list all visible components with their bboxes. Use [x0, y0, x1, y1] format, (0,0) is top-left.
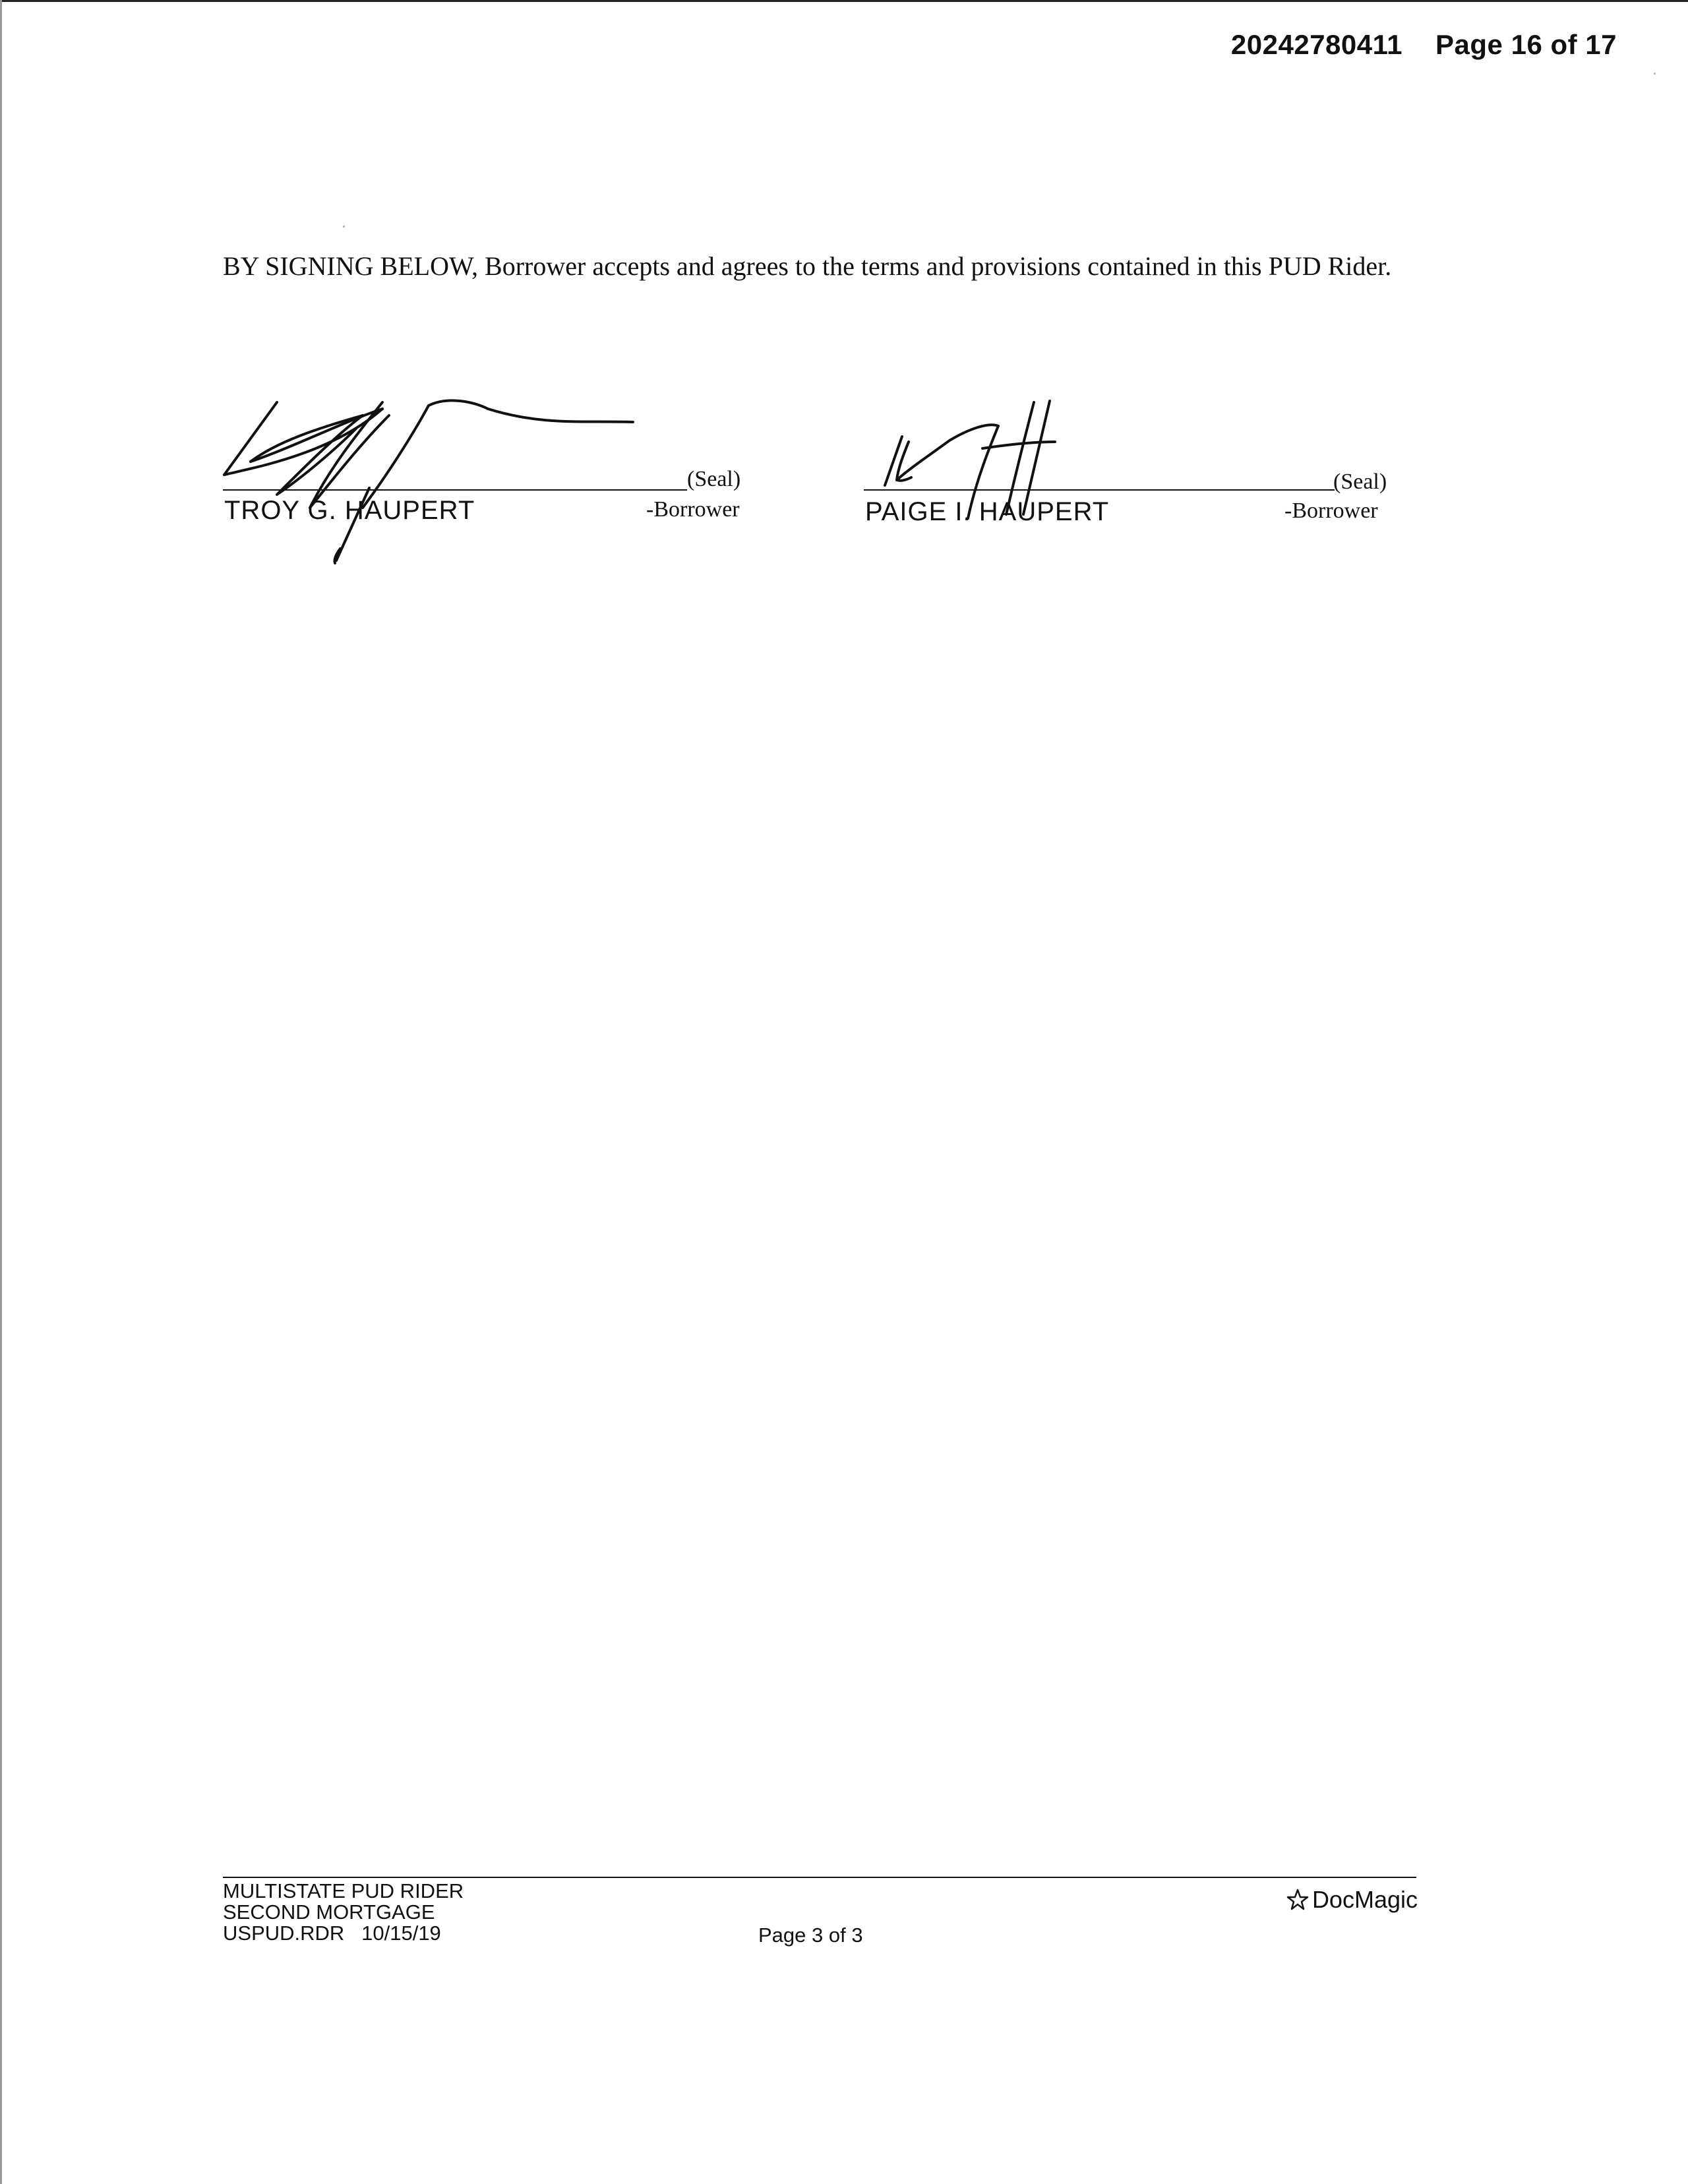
signer-name: PAIGE I. HAUPERT — [865, 497, 1110, 526]
footer-form-line: MULTISTATE PUD RIDER — [223, 1879, 464, 1902]
handwritten-signature-paige — [857, 389, 1174, 547]
footer-form-line: USPUD.RDR 10/15/19 — [223, 1922, 441, 1945]
recording-page: Page 16 of 17 — [1435, 29, 1617, 60]
borrower-role-label: -Borrower — [1284, 499, 1378, 523]
scan-speck — [343, 226, 345, 228]
borrower-role-label: -Borrower — [646, 497, 740, 522]
page-top-edge — [0, 0, 1688, 2]
recording-number: 20242780411 — [1230, 29, 1403, 60]
seal-label: (Seal) — [1333, 470, 1387, 494]
footer-rule — [223, 1877, 1416, 1878]
recording-header — [1231, 29, 1617, 61]
footer-form-line: SECOND MORTGAGE — [223, 1900, 435, 1924]
footer-form-id — [223, 1881, 464, 1944]
page-left-edge — [0, 0, 2, 2184]
seal-label: (Seal) — [687, 467, 741, 491]
brand-name: DocMagic — [1311, 1886, 1418, 1913]
star-icon — [1286, 1888, 1310, 1912]
signer-name: TROY G. HAUPERT — [224, 496, 475, 525]
scan-speck — [1654, 73, 1656, 75]
handwritten-signature-troy — [211, 376, 659, 574]
footer-page-number: Page 3 of 3 — [758, 1924, 863, 1947]
docmagic-logo — [1286, 1886, 1418, 1914]
acceptance-statement: BY SIGNING BELOW, Borrower accepts and agrees to the terms and provisions contained in this PUD Rider. — [223, 251, 1392, 281]
